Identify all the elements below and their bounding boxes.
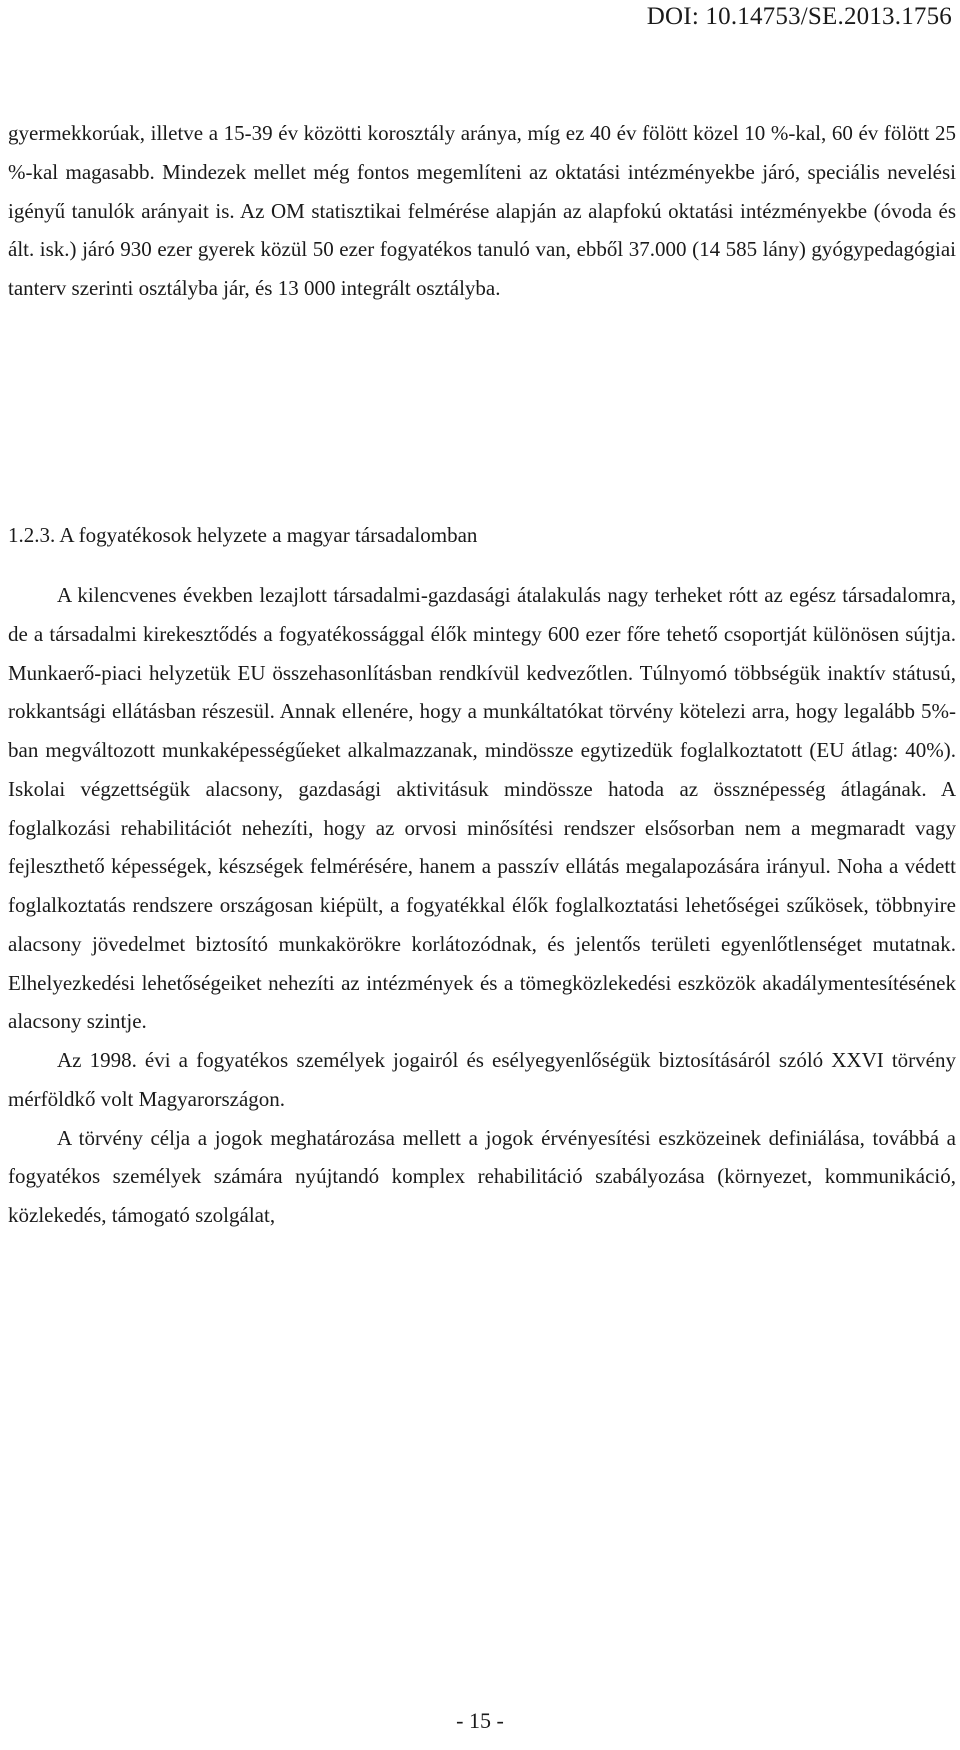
doi-header: DOI: 10.14753/SE.2013.1756: [646, 3, 952, 30]
body-paragraph: A törvény célja a jogok meghatározása mellett a jogok érvényesítési eszközeinek definiálása, továbbá a fogyatékos személyek számára nyújtandó komplex rehabilitáció szabályozása (környezet, kommunikáció, közlekedés, támogató szolgálat,: [8, 1125, 956, 1227]
section-body: [8, 576, 956, 1235]
intro-paragraph: gyermekkorúak, illetve a 15-39 év közötti korosztály aránya, míg ez 40 év fölött közel 10 %-kal, 60 év fölött 25 %-kal magasabb. Mindezek mellet még fontos megemlíteni az oktatási intézményekbe járó, speciális nevelési igényű tanulók arányait is. Az OM statisztikai felmérése alapján az alapfokú oktatási intézményekbe (óvoda és ált. isk.) járó 930 ezer gyerek közül 50 ezer fogyatékos tanuló van, ebből 37.000 (14 585 lány) gyógypedagógiai tanterv szerinti osztályba jár, és 13 000 integrált osztályba.: [8, 121, 956, 301]
body-paragraph: A kilencvenes években lezajlott társadalmi-gazdasági átalakulás nagy terheket rótt az egész társadalomra, de a társadalmi kirekesztődés a fogyatékossággal élők mintegy 600 ezer főre tehető csoportját különösen sújtja. Munkaerő-piaci helyzetük EU összehasonlításban rendkívül kedvezőtlen. Túlnyomó többségük inaktív státusú, rokkantsági ellátásban részesül. Annak ellenére, hogy a munkáltatókat törvény kötelezi arra, hogy legalább 5%-ban megváltozott munkaképességűeket alkalmazzanak, mindössze egytizedük foglalkoztatott (EU átlag: 40%). Iskolai végzettségük alacsony, gazdasági aktivitásuk mindössze hatoda az össznépesség átlagának. A foglalkozási rehabilitációt nehezíti, hogy az orvosi minősítési rendszer elsősorban nem a megmaradt vagy fejleszthető képességek, készségek felmérésére, hanem a passzív ellátás megalapozására irányul. Noha a védett foglalkoztatás rendszere országosan kiépült, a fogyatékkal élők foglalkoztatási lehetőségei szűkösek, többnyire alacsony jövedelmet biztosító munkakörökre korlátozódnak, és jelentős területi egyenlőtlenséget mutatnak. Elhelyezkedési lehetőségeiket nehezíti az intézmények és a tömegközlekedési eszközök akadálymentesítésének alacsony szintje.: [8, 583, 956, 1034]
page-number: - 15 -: [456, 1708, 504, 1733]
section-heading: 1.2.3. A fogyatékosok helyzete a magyar társadalomban: [8, 523, 478, 547]
body-paragraph: Az 1998. évi a fogyatékos személyek jogairól és esélyegyenlőségük biztosításáról szóló XXVI törvény mérföldkő volt Magyarországon.: [8, 1048, 956, 1111]
